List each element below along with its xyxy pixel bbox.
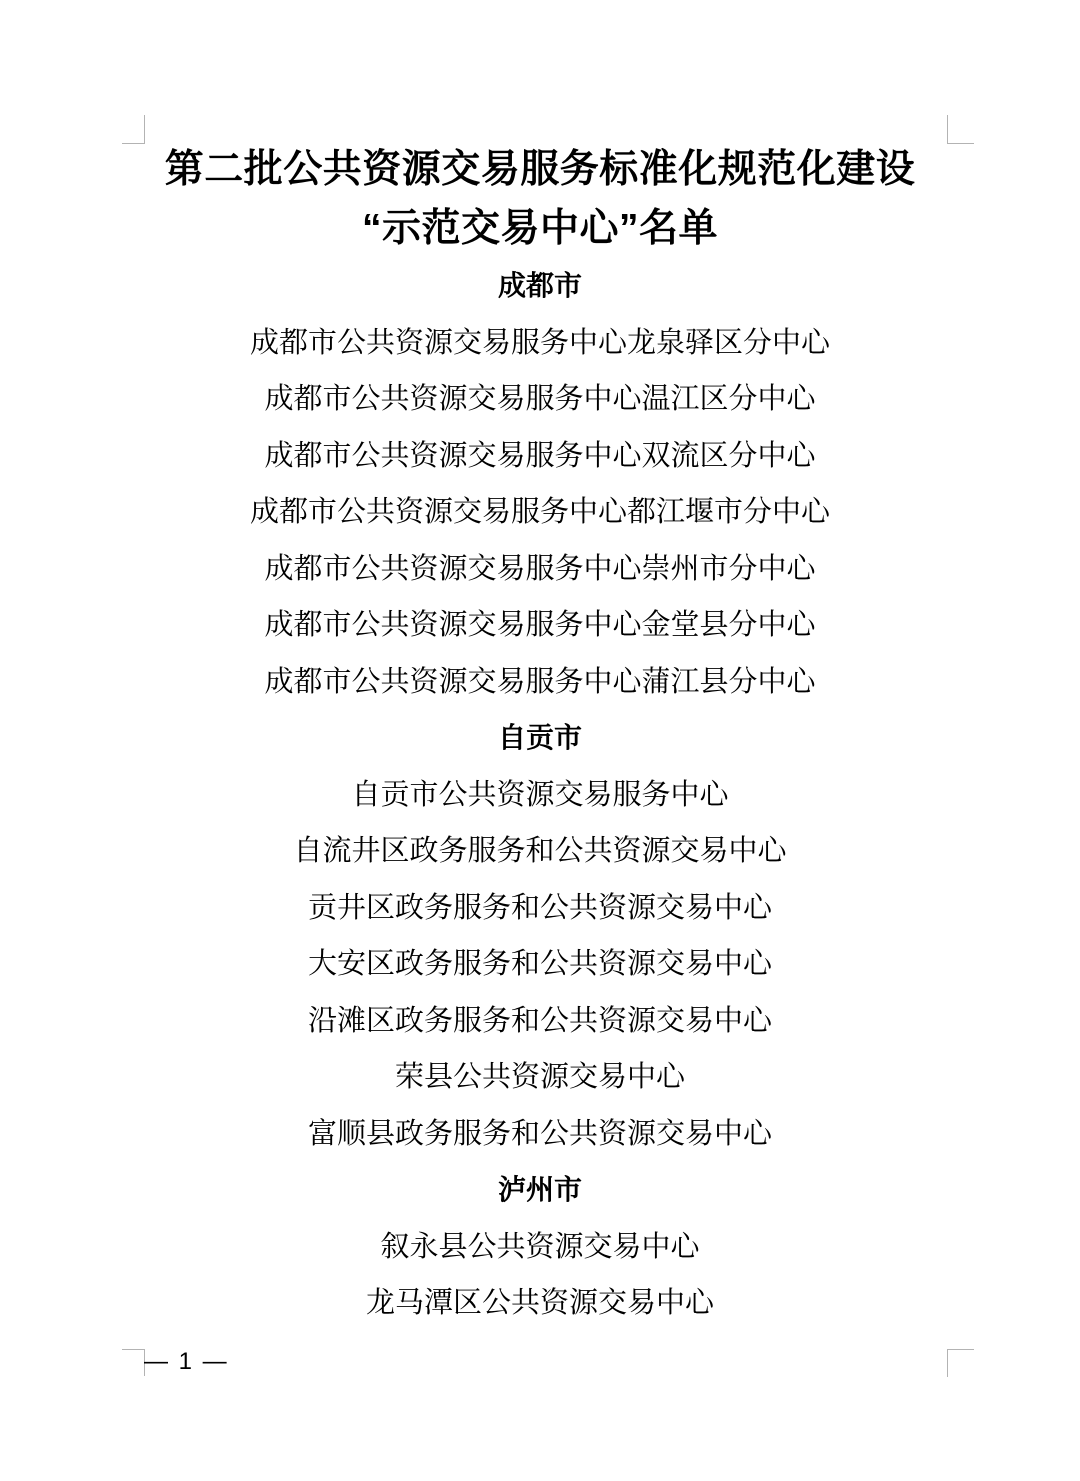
list-item: 自贡市公共资源交易服务中心 [351, 778, 729, 811]
document-title-line-2: “示范交易中心”名单 [361, 207, 718, 250]
list-item: 叙永县公共资源交易中心 [380, 1230, 700, 1263]
list-item: 荣县公共资源交易中心 [394, 1061, 685, 1093]
list-item: 大安区政务服务和公共资源交易中心 [307, 948, 772, 980]
crop-mark-bottom-left [122, 1349, 145, 1376]
crop-mark-bottom-right [947, 1349, 974, 1377]
list-item: 成都市公共资源交易服务中心双流区分中心 [264, 439, 816, 472]
section-header-luzhou: 泸州市 [497, 1174, 582, 1205]
section-header-zigong: 自贡市 [497, 722, 582, 753]
list-item: 自流井区政务服务和公共资源交易中心 [293, 835, 787, 867]
page-number: — 1 — [144, 1348, 229, 1375]
list-item: 贡井区政务服务和公共资源交易中心 [307, 891, 772, 924]
list-item: 成都市公共资源交易服务中心都江堰市分中心 [249, 496, 830, 528]
list-item: 成都市公共资源交易服务中心温江区分中心 [264, 383, 816, 415]
list-item: 成都市公共资源交易服务中心金堂县分中心 [264, 609, 816, 641]
list-item: 成都市公共资源交易服务中心崇州市分中心 [264, 552, 816, 585]
list-item: 成都市公共资源交易服务中心龙泉驿区分中心 [249, 326, 830, 359]
list-item: 沿滩区政务服务和公共资源交易中心 [307, 1004, 772, 1037]
document-title-line-1: 第二批公共资源交易服务标准化规范化建设 [164, 148, 916, 191]
list-item: 富顺县政务服务和公共资源交易中心 [307, 1117, 772, 1150]
section-header-chengdu: 成都市 [497, 270, 582, 301]
list-item: 成都市公共资源交易服务中心蒲江县分中心 [264, 665, 816, 698]
list-item: 龙马潭区公共资源交易中心 [365, 1287, 714, 1319]
